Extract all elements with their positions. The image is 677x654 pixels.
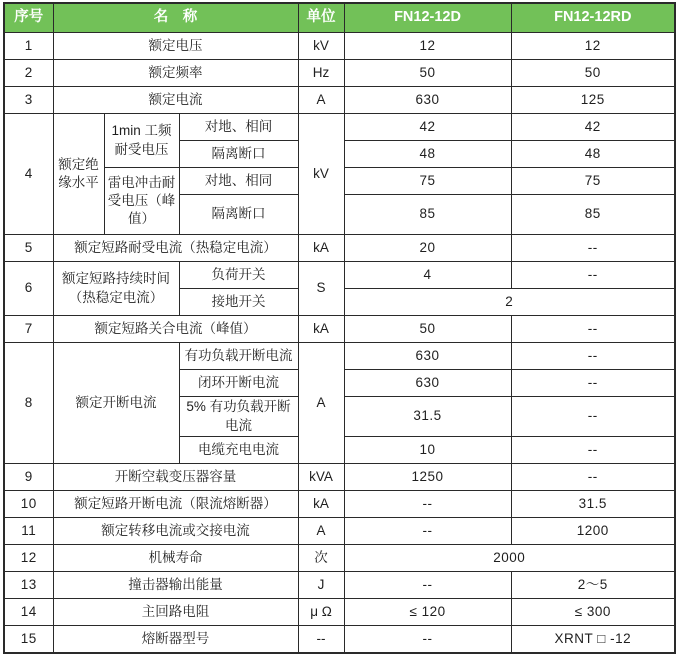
- value-fn12-12d: 630: [344, 370, 511, 397]
- row-number: 11: [4, 518, 53, 545]
- spec-name: 额定短路持续时间（热稳定电流）: [53, 262, 179, 316]
- table-row: [4, 262, 675, 289]
- value-fn12-12d: 20: [344, 235, 511, 262]
- spec-name: 额定短路耐受电流（热稳定电流）: [53, 235, 298, 262]
- unit-cell: A: [298, 518, 344, 545]
- value-fn12-12d: 630: [344, 343, 511, 370]
- value-fn12-12d: --: [344, 491, 511, 518]
- spec-table: [3, 2, 676, 654]
- row-number: 5: [4, 235, 53, 262]
- value-fn12-12rd: --: [511, 370, 675, 397]
- table-row: [4, 572, 675, 599]
- row-number: 9: [4, 464, 53, 491]
- spec-table-container: [3, 2, 674, 654]
- unit-cell: kV: [298, 33, 344, 60]
- table-row: [4, 343, 675, 370]
- value-fn12-12d: 12: [344, 33, 511, 60]
- spec-name: 额定转移电流或交接电流: [53, 518, 298, 545]
- row-number: 15: [4, 626, 53, 653]
- spec-name: 额定电流: [53, 87, 298, 114]
- value-fn12-12rd: --: [511, 235, 675, 262]
- spec-name: 额定短路开断电流（限流熔断器）: [53, 491, 298, 518]
- value-fn12-12rd: --: [511, 262, 675, 289]
- row-number: 1: [4, 33, 53, 60]
- value-fn12-12rd: 125: [511, 87, 675, 114]
- row-number: 7: [4, 316, 53, 343]
- value-fn12-12rd: --: [511, 397, 675, 437]
- spec-name: 开断空载变压器容量: [53, 464, 298, 491]
- value-fn12-12rd: --: [511, 343, 675, 370]
- row-number: 3: [4, 87, 53, 114]
- unit-cell: kA: [298, 491, 344, 518]
- spec-subgroup: 雷电冲击耐受电压（峰值）: [104, 168, 179, 235]
- value-fn12-12rd: 50: [511, 60, 675, 87]
- spec-subitem: 隔离断口: [179, 141, 298, 168]
- value-fn12-12d: 10: [344, 437, 511, 464]
- spec-subitem: 接地开关: [179, 289, 298, 316]
- header-row: [4, 3, 675, 33]
- table-row: [4, 518, 675, 545]
- row-number: 8: [4, 343, 53, 464]
- value-fn12-12d: 42: [344, 114, 511, 141]
- value-fn12-12d: --: [344, 626, 511, 653]
- value-fn12-12d: 31.5: [344, 397, 511, 437]
- spec-name: 额定频率: [53, 60, 298, 87]
- table-row: [4, 235, 675, 262]
- unit-cell: J: [298, 572, 344, 599]
- value-fn12-12rd: 31.5: [511, 491, 675, 518]
- unit-cell: kA: [298, 316, 344, 343]
- table-row: [4, 464, 675, 491]
- value-fn12-12d: 85: [344, 195, 511, 235]
- row-number: 14: [4, 599, 53, 626]
- value-fn12-12d: --: [344, 518, 511, 545]
- table-row: [4, 626, 675, 653]
- value-fn12-12rd: 85: [511, 195, 675, 235]
- value-fn12-12d: 50: [344, 60, 511, 87]
- spec-subitem: 负荷开关: [179, 262, 298, 289]
- unit-cell: μ Ω: [298, 599, 344, 626]
- row-number: 2: [4, 60, 53, 87]
- spec-name: 额定开断电流: [53, 343, 179, 464]
- table-row: [4, 491, 675, 518]
- value-merged: 2: [344, 289, 675, 316]
- value-fn12-12d: 630: [344, 87, 511, 114]
- spec-name: 机械寿命: [53, 545, 298, 572]
- row-number: 4: [4, 114, 53, 235]
- spec-subitem: 隔离断口: [179, 195, 298, 235]
- value-fn12-12rd: --: [511, 437, 675, 464]
- table-row: [4, 545, 675, 572]
- row-number: 12: [4, 545, 53, 572]
- unit-cell: kA: [298, 235, 344, 262]
- row-number: 6: [4, 262, 53, 316]
- value-fn12-12d: 1250: [344, 464, 511, 491]
- spec-name: 额定短路关合电流（峰值）: [53, 316, 298, 343]
- spec-name: 额定绝缘水平: [53, 114, 104, 235]
- value-fn12-12rd: --: [511, 316, 675, 343]
- spec-subitem: 对地、相间: [179, 114, 298, 141]
- spec-name: 撞击器输出能量: [53, 572, 298, 599]
- value-fn12-12d: 50: [344, 316, 511, 343]
- unit-cell: --: [298, 626, 344, 653]
- value-fn12-12rd: --: [511, 464, 675, 491]
- spec-subitem: 电缆充电电流: [179, 437, 298, 464]
- value-fn12-12rd: XRNT □ -12: [511, 626, 675, 653]
- unit-cell: A: [298, 343, 344, 464]
- row-number: 10: [4, 491, 53, 518]
- unit-cell: Hz: [298, 60, 344, 87]
- value-fn12-12rd: 12: [511, 33, 675, 60]
- spec-subgroup: 1min 工频耐受电压: [104, 114, 179, 168]
- spec-name: 熔断器型号: [53, 626, 298, 653]
- unit-cell: S: [298, 262, 344, 316]
- value-fn12-12d: 48: [344, 141, 511, 168]
- spec-subitem: 对地、相同: [179, 168, 298, 195]
- value-fn12-12d: 4: [344, 262, 511, 289]
- unit-cell: kV: [298, 114, 344, 235]
- header-name: 名 称: [53, 3, 298, 33]
- table-row: [4, 33, 675, 60]
- value-fn12-12d: ≤ 120: [344, 599, 511, 626]
- unit-cell: kVA: [298, 464, 344, 491]
- header-model-fn12-12rd: FN12-12RD: [511, 3, 675, 33]
- spec-name: 额定电压: [53, 33, 298, 60]
- table-row: [4, 87, 675, 114]
- unit-cell: A: [298, 87, 344, 114]
- table-row: [4, 316, 675, 343]
- value-fn12-12rd: 2～5: [511, 572, 675, 599]
- value-fn12-12rd: 42: [511, 114, 675, 141]
- value-fn12-12rd: 48: [511, 141, 675, 168]
- spec-name: 主回路电阻: [53, 599, 298, 626]
- spec-subitem: 有功负载开断电流: [179, 343, 298, 370]
- table-row: [4, 114, 675, 141]
- value-merged: 2000: [344, 545, 675, 572]
- row-number: 13: [4, 572, 53, 599]
- spec-subitem: 闭环开断电流: [179, 370, 298, 397]
- value-fn12-12d: 75: [344, 168, 511, 195]
- unit-cell: 次: [298, 545, 344, 572]
- spec-subitem: 5% 有功负载开断电流: [179, 397, 298, 437]
- value-fn12-12d: --: [344, 572, 511, 599]
- value-fn12-12rd: 75: [511, 168, 675, 195]
- table-row: [4, 599, 675, 626]
- header-unit: 单位: [298, 3, 344, 33]
- header-no: 序号: [4, 3, 53, 33]
- table-row: [4, 60, 675, 87]
- value-fn12-12rd: ≤ 300: [511, 599, 675, 626]
- header-model-fn12-12d: FN12-12D: [344, 3, 511, 33]
- value-fn12-12rd: 1200: [511, 518, 675, 545]
